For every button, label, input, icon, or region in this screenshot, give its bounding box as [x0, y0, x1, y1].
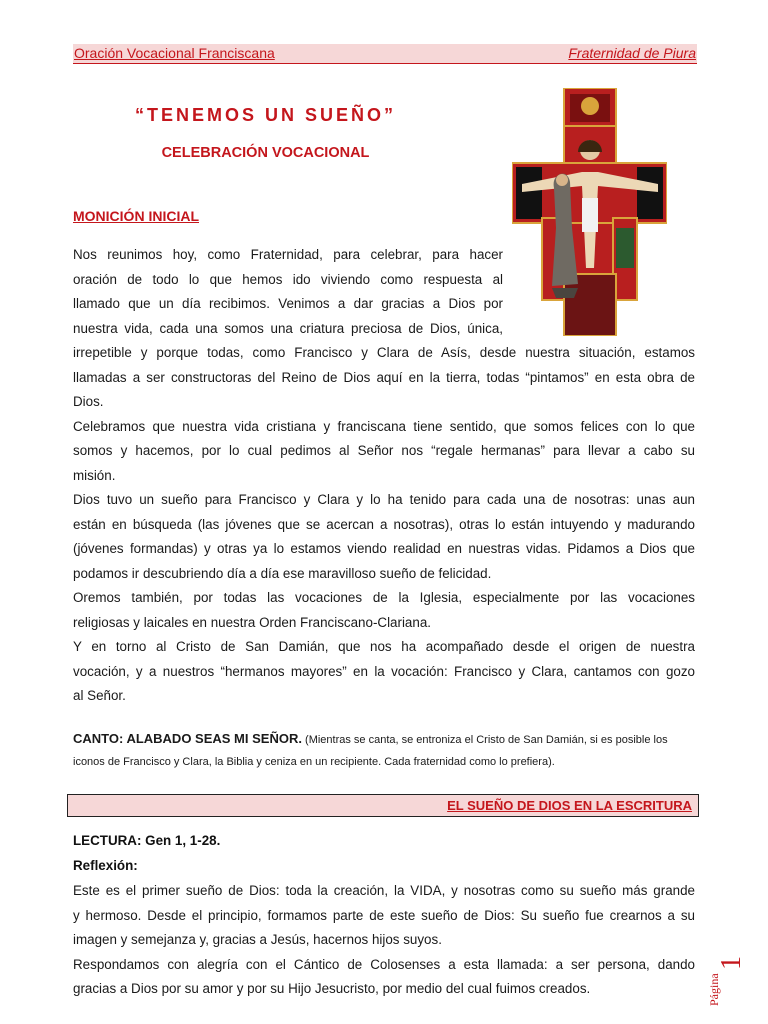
- page-number: 1: [716, 956, 747, 970]
- monicion-paragraph-narrow: [73, 243, 503, 341]
- section-heading-box: [67, 794, 699, 817]
- text-line: Oremos también, por todas las vocaciones de la Iglesia, especialmente por las vocaciones: [73, 590, 695, 605]
- canto-line: [73, 728, 697, 751]
- header-left-title: Oración Vocacional Franciscana: [74, 45, 275, 61]
- canto-block: [73, 728, 697, 773]
- text-line: (jóvenes formandas) y otras ya lo estamos viendo realidad en nuestras vidas. Pidamos a Dios que: [73, 541, 695, 556]
- text-line: nuestra vida, cada una somos una criatura preciosa de Dios, única,: [73, 320, 503, 336]
- text-line: podamos ir descubriendo día a día ese maravilloso sueño de felicidad.: [73, 565, 492, 581]
- text-line: Este es el primer sueño de Dios: toda la creación, la VIDA, y nosotras como su sueño más grande: [73, 883, 695, 898]
- text-line: llamadas a ser constructoras del Reino de Dios aquí en la tierra, todas “pintamos” en esta obra de: [73, 369, 695, 385]
- page-number-footer: [700, 930, 750, 1010]
- san-damiano-cross-image: [512, 88, 667, 336]
- text-line: irrepetible y porque todas, como Francisco y Clara de Asís, desde nuestra situación, estamos: [73, 345, 695, 360]
- reflexion-paragraph: [73, 879, 695, 1002]
- text-line: Dios.: [73, 394, 104, 409]
- subtitle: CELEBRACIÓN VOCACIONAL: [161, 145, 370, 161]
- text-line: y hermoso. Desde el principio, formamos parte de este sueño de Dios: Su sueño fue crearnos a su: [73, 907, 695, 923]
- text-line: imagen y semejanza y, gracias a Jesús, hacernos hijos suyos.: [73, 932, 442, 947]
- canto-note-line: iconos de Francisco y Clara, la Biblia y ceniza en un recipiente. Cada fraternidad como lo prefiera).: [73, 756, 555, 768]
- text-line: vocación, y a nuestros “hermanos mayores” en la vocación: Francisco y Clara, cantamos con gozo: [73, 663, 695, 679]
- text-line: Dios tuvo un sueño para Francisco y Clara y lo ha tenido para cada una de nosotras: unas aun: [73, 492, 695, 507]
- text-line: están en búsqueda (las jóvenes que se acercan a nosotras), otras lo están intuyendo y madurando: [73, 516, 695, 532]
- monicion-heading: MONICIÓN INICIAL: [73, 208, 199, 224]
- canto-label: CANTO: ALABADO SEAS MI SEÑOR.: [73, 731, 302, 746]
- text-line: Respondamos con alegría con el Cántico de Colosenses a esta llamada: a ser persona, dando: [73, 956, 695, 972]
- main-title: “TENEMOS UN SUEÑO”: [134, 105, 397, 125]
- text-line: oración de todo lo que hemos ido viviendo como respuesta al: [73, 271, 503, 287]
- page-header: [73, 44, 697, 64]
- text-line: Nos reunimos hoy, como Fraternidad, para celebrar, para hacer: [73, 247, 503, 262]
- page-label: Página: [707, 973, 721, 1006]
- section-heading: EL SUEÑO DE DIOS EN LA ESCRITURA: [447, 798, 692, 813]
- text-line: llamado que un día recibimos. Venimos a dar gracias a Dios por: [73, 296, 503, 311]
- reflexion-label: Reflexión:: [73, 858, 138, 873]
- monicion-paragraph-wide: [73, 341, 695, 709]
- text-line: religiosas y laicales en nuestra Orden Franciscano-Clariana.: [73, 614, 431, 630]
- lectura-label: LECTURA: Gen 1, 1-28.: [73, 833, 221, 848]
- text-line: Y en torno al Cristo de San Damián, que nos ha acompañado desde el origen de nuestra: [73, 639, 695, 654]
- text-line: gracias a Dios por su amor y por su Hijo Jesucristo, por medio del cual fuimos creados.: [73, 981, 591, 996]
- text-line: somos y hacemos, por lo cual pedimos al Señor nos “regale hermanas” para llevar a cabo su: [73, 443, 695, 458]
- text-line: misión.: [73, 467, 116, 483]
- text-line: Celebramos que nuestra vida cristiana y franciscana tiene sentido, que somos felices con lo que: [73, 418, 695, 434]
- header-right-title: Fraternidad de Piura: [568, 45, 696, 61]
- text-line: al Señor.: [73, 688, 126, 703]
- canto-note: (Mientras se canta, se entroniza el Cristo de San Damián, si es posible los: [301, 734, 668, 746]
